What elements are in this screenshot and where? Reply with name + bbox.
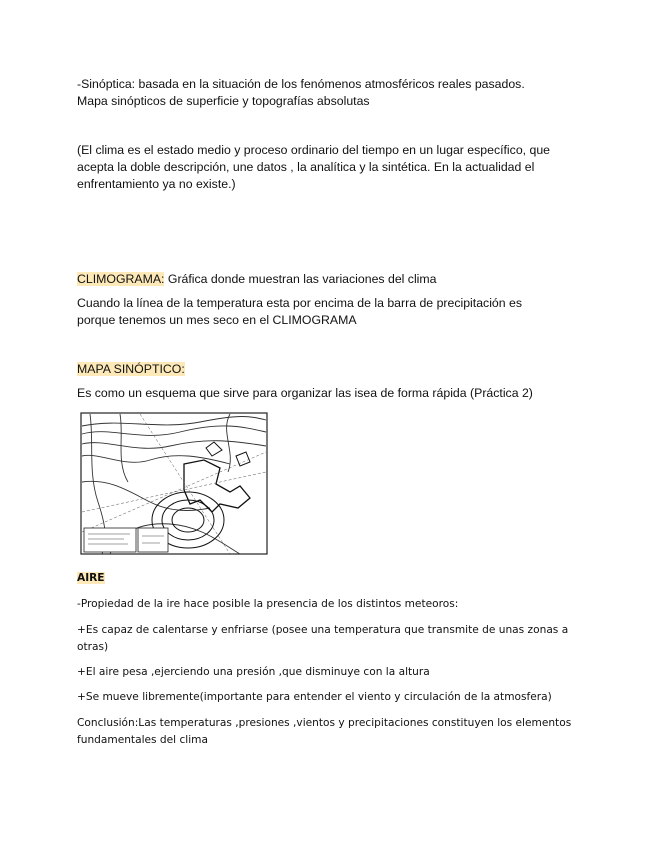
clima-note-line-3: enfrentamiento ya no existe.): [77, 177, 236, 191]
mapa-heading: MAPA SINÓPTICO:: [77, 362, 185, 376]
synoptic-map-image: [80, 412, 268, 555]
clima-note-line-2: acepta la doble descripción, une datos , la analítica y la sintética. En la actualidad el: [77, 160, 535, 174]
clima-note-line-1: (El clima es el estado medio y proceso ordinario del tiempo en un lugar específico, que: [77, 143, 551, 157]
aire-paragraph-1: -Propiedad de la ire hace posible la presencia de los distintos meteoros:: [77, 598, 459, 610]
climograma-line-2: porque tenemos un mes seco en el CLIMOGRAMA: [77, 313, 357, 327]
mapa-line-1: Es como un esquema que sirve para organizar las isea de forma rápida (Práctica 2): [77, 386, 533, 400]
aire-heading-line: [77, 570, 577, 587]
aire-conclusion-line-1: Conclusión:Las temperaturas ,presiones ,vientos y precipitaciones constituyen los elementos: [77, 717, 572, 729]
climograma-line-1: Cuando la línea de la temperatura esta por encima de la barra de precipitación es: [77, 296, 523, 310]
sinoptica-line-1: -Sinóptica: basada en la situación de los fenómenos atmosféricos reales pasados.: [77, 77, 525, 91]
aire-heading: AIRE: [77, 572, 105, 584]
aire-paragraph-2-line-1: +Es capaz de calentarse y enfriarse (posee una temperatura que transmite de unas zonas a: [77, 624, 569, 636]
climograma-heading: CLIMOGRAMA:: [77, 272, 165, 286]
aire-paragraph-2-line-2: otras): [77, 641, 109, 653]
climograma-heading-line: [77, 271, 577, 288]
aire-conclusion-line-2: fundamentales del clima: [77, 734, 208, 746]
aire-paragraph-4: +Se mueve libremente(importante para entender el viento y circulación de la atmosfera): [77, 691, 552, 703]
aire-paragraph-3: +El aire pesa ,ejerciendo una presión ,que disminuye con la altura: [77, 666, 430, 678]
sinoptica-line-2: Mapa sinópticos de superficie y topografías absolutas: [77, 94, 370, 108]
mapa-heading-line: [77, 361, 577, 378]
climograma-definition: Gráfica donde muestran las variaciones del clima: [164, 272, 437, 286]
